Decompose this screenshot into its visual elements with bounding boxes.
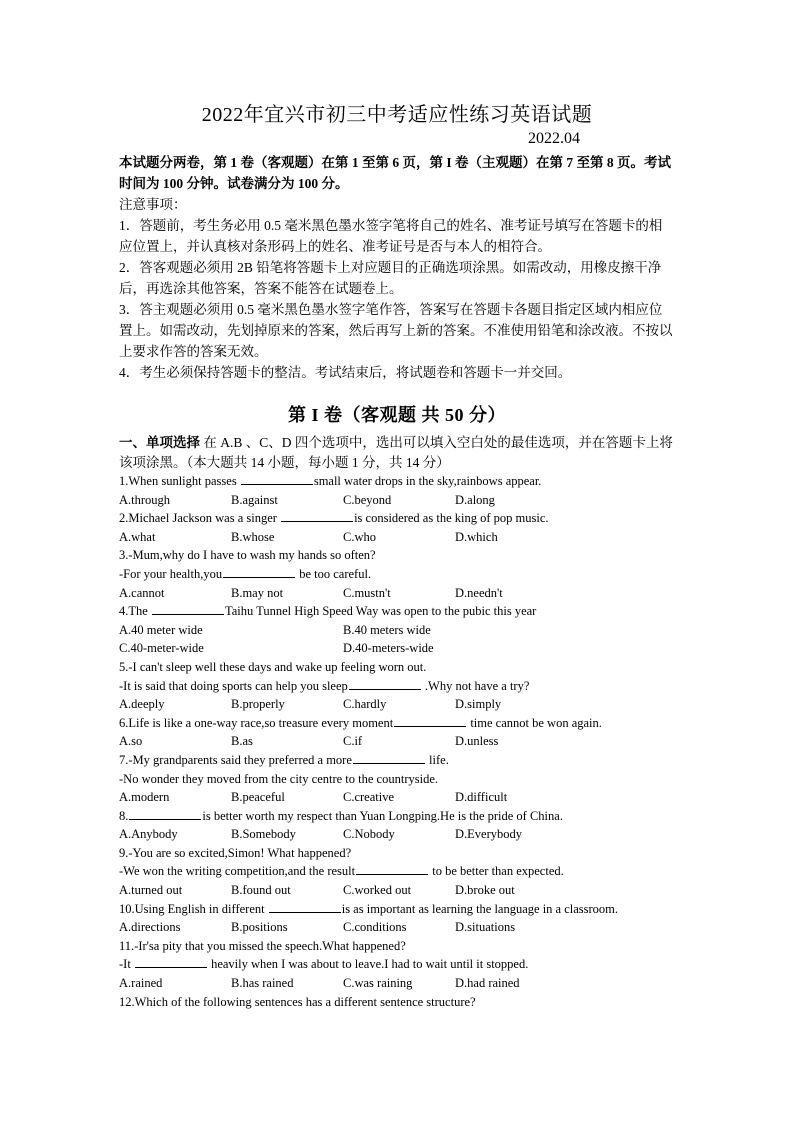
option-row bbox=[119, 881, 679, 900]
option-b[interactable]: B.found out bbox=[231, 883, 291, 898]
option-a[interactable]: A.rained bbox=[119, 976, 163, 991]
stem-text: -It bbox=[119, 957, 134, 972]
option-b[interactable]: B.as bbox=[231, 734, 253, 749]
stem-text: small water drops in the sky,rainbows appear. bbox=[313, 474, 542, 488]
question-stem bbox=[119, 565, 679, 584]
option-d[interactable]: D.which bbox=[455, 529, 498, 544]
option-b[interactable]: B.against bbox=[231, 492, 278, 507]
answer-blank[interactable] bbox=[353, 752, 425, 764]
option-row bbox=[119, 695, 679, 714]
question-line: 11.-Ir'sa pity that you missed the speech.What happened? bbox=[119, 938, 406, 953]
option-a[interactable]: A.deeply bbox=[119, 697, 165, 712]
stem-text: is considered as the king of pop music. bbox=[354, 511, 549, 526]
question-item bbox=[119, 602, 679, 658]
answer-blank[interactable] bbox=[241, 473, 313, 485]
option-a[interactable]: A.directions bbox=[119, 920, 181, 935]
notice-item: 3．答主观题必须用 0.5 毫米黑色墨水签字笔作答，答案写在答题卡各题目指定区域内相应位置上。如需改动，先划掉原来的答案，然后再写上新的答案。不准使用铅笔和涂改液。不按以上要求作答的答案无效。 bbox=[119, 302, 673, 359]
question-line: 9.-You are so excited,Simon! What happened? bbox=[119, 845, 352, 860]
question-stem bbox=[119, 714, 679, 733]
answer-blank[interactable] bbox=[152, 603, 224, 615]
question-item bbox=[119, 900, 679, 937]
question-item bbox=[119, 546, 679, 602]
answer-blank[interactable] bbox=[223, 566, 295, 578]
question-item bbox=[119, 714, 679, 751]
question-item bbox=[119, 844, 679, 900]
option-row bbox=[119, 639, 679, 658]
option-row bbox=[119, 825, 679, 844]
question-stem bbox=[119, 472, 679, 491]
exam-date: 2022.04 bbox=[528, 130, 580, 147]
stem-text: 2.Michael Jackson was a singer bbox=[119, 511, 281, 526]
section-title: 第 I 卷（客观题 共 50 分） bbox=[287, 405, 506, 425]
stem-text: -It is said that doing sports can help you sleep bbox=[119, 678, 348, 693]
option-d[interactable]: D.unless bbox=[455, 734, 499, 749]
exam-notice bbox=[119, 152, 675, 383]
option-b[interactable]: B.Somebody bbox=[231, 827, 296, 842]
question-item bbox=[119, 993, 679, 1012]
stem-text: to be better than expected. bbox=[429, 864, 564, 879]
option-row bbox=[119, 621, 679, 640]
stem-text: .Why not have a try? bbox=[421, 678, 530, 693]
option-c[interactable]: C.was raining bbox=[343, 976, 413, 991]
option-item[interactable]: C.40-meter-wide bbox=[119, 641, 204, 656]
answer-blank[interactable] bbox=[394, 715, 466, 727]
option-b[interactable]: B.positions bbox=[231, 920, 288, 935]
stem-text: 8. bbox=[119, 808, 129, 823]
notice-heading: 注意事项： bbox=[119, 197, 187, 212]
option-c[interactable]: C.Nobody bbox=[343, 827, 395, 842]
question-item bbox=[119, 509, 679, 546]
option-d[interactable]: D.situations bbox=[455, 920, 516, 935]
question-item bbox=[119, 937, 679, 993]
answer-blank[interactable] bbox=[349, 678, 421, 690]
notice-item: 4．考生必须保持答题卡的整洁。考试结束后，将试题卷和答题卡一并交回。 bbox=[119, 365, 572, 380]
option-d[interactable]: D.broke out bbox=[455, 883, 515, 898]
part-heading bbox=[119, 433, 679, 473]
notice-item: 1．答题前，考生务必用 0.5 毫米黑色墨水签字笔将自己的姓名、准考证号填写在答题卡的相应位置上，并认真核对条形码上的姓名、准考证号是否与本人的相符合。 bbox=[119, 218, 663, 254]
stem-text: is better worth my respect than Yuan Longping.He is the pride of China. bbox=[202, 808, 563, 823]
question-item bbox=[119, 751, 679, 807]
question-line: -No wonder they moved from the city centre to the countryside. bbox=[119, 771, 439, 786]
option-d[interactable]: D.Everybody bbox=[455, 827, 522, 842]
option-c[interactable]: C.beyond bbox=[343, 492, 392, 507]
notice-item: 2．答客观题必须用 2B 铅笔将答题卡上对应题目的正确选项涂黑。如需改动，用橡皮擦干净后，再选涂其他答案，答案不能答在试题卷上。 bbox=[119, 260, 662, 296]
question-list bbox=[119, 472, 679, 1011]
stem-text: -For your health,you bbox=[119, 566, 223, 581]
option-b[interactable]: B.has rained bbox=[231, 976, 294, 991]
option-d[interactable]: D.along bbox=[455, 492, 495, 507]
option-a[interactable]: A.what bbox=[119, 529, 156, 544]
option-b[interactable]: B.properly bbox=[231, 697, 285, 712]
option-c[interactable]: C.creative bbox=[343, 790, 395, 805]
question-stem bbox=[119, 677, 679, 696]
option-c[interactable]: C.conditions bbox=[343, 920, 407, 935]
question-stem bbox=[119, 751, 679, 770]
option-d[interactable]: D.difficult bbox=[455, 790, 508, 805]
answer-blank[interactable] bbox=[269, 901, 341, 913]
stem-text: Taihu Tunnel High Speed Way was open to the pubic this year bbox=[224, 604, 537, 619]
question-line: 3.-Mum,why do I have to wash my hands so often? bbox=[119, 548, 376, 563]
answer-blank[interactable] bbox=[129, 808, 201, 820]
option-row bbox=[119, 732, 679, 751]
option-d[interactable]: D.simply bbox=[455, 697, 502, 712]
option-item[interactable]: A.40 meter wide bbox=[119, 622, 203, 637]
answer-blank[interactable] bbox=[281, 510, 353, 522]
option-d[interactable]: D.needn't bbox=[455, 585, 503, 600]
stem-text: be too careful. bbox=[296, 566, 372, 581]
question-line: 12.Which of the following sentences has a different sentence structure? bbox=[119, 994, 476, 1009]
option-a[interactable]: A.modern bbox=[119, 790, 170, 805]
answer-blank[interactable] bbox=[356, 863, 428, 875]
exam-title: 2022年宜兴市初三中考适应性练习英语试题 bbox=[201, 104, 593, 126]
option-c[interactable]: C.mustn't bbox=[343, 585, 391, 600]
question-stem bbox=[119, 807, 679, 826]
question-stem bbox=[119, 509, 679, 528]
stem-text: heavily when I was about to leave.I had to wait until it stopped. bbox=[207, 957, 529, 972]
option-row bbox=[119, 918, 679, 937]
stem-text: -We won the writing competition,and the result bbox=[119, 864, 356, 879]
option-row bbox=[119, 974, 679, 993]
question-stem bbox=[119, 955, 679, 974]
stem-text: life. bbox=[425, 752, 449, 767]
question-item bbox=[119, 807, 679, 844]
stem-text: time cannot be won again. bbox=[467, 715, 602, 730]
option-d[interactable]: D.had rained bbox=[455, 976, 520, 991]
part-instructions: 在 A.B 、C、D 四个选项中，选出可以填入空白处的最佳选项，并在答题卡上将该项涂黑。（本大题共 14 小题，每小题 1 分，共 14 分） bbox=[119, 435, 673, 470]
option-b[interactable]: B.may not bbox=[231, 585, 284, 600]
question-item bbox=[119, 658, 679, 714]
stem-text: 1.When sunlight passes bbox=[119, 474, 240, 488]
option-row bbox=[119, 788, 679, 807]
stem-text: 6.Life is like a one-way race,so treasure every moment bbox=[119, 715, 394, 730]
stem-text: is as important as learning the language in a classroom. bbox=[341, 901, 619, 916]
part-label: 一、单项选择 bbox=[119, 435, 200, 450]
question-stem bbox=[119, 602, 679, 621]
option-c[interactable]: C.who bbox=[343, 529, 376, 544]
question-stem bbox=[119, 900, 679, 919]
stem-text: 10.Using English in different bbox=[119, 901, 268, 916]
question-item bbox=[119, 472, 679, 509]
option-a[interactable]: A.turned out bbox=[119, 883, 183, 898]
option-row bbox=[119, 584, 679, 603]
option-c[interactable]: C.if bbox=[343, 734, 363, 749]
question-line: 5.-I can't sleep well these days and wake up feeling worn out. bbox=[119, 659, 427, 674]
option-item[interactable]: B.40 meters wide bbox=[343, 622, 431, 637]
option-a[interactable]: A.through bbox=[119, 492, 171, 507]
option-a[interactable]: A.Anybody bbox=[119, 827, 178, 842]
option-row bbox=[119, 491, 679, 510]
option-c[interactable]: C.worked out bbox=[343, 883, 412, 898]
exam-intro: 本试题分两卷，第 1 卷（客观题）在第 1 至第 6 页，第 I 卷（主观题）在第 7 至第 8 页。考试时间为 100 分钟。试卷满分为 100 分。 bbox=[119, 155, 672, 191]
question-stem bbox=[119, 862, 679, 881]
option-b[interactable]: B.whose bbox=[231, 529, 275, 544]
option-b[interactable]: B.peaceful bbox=[231, 790, 285, 805]
option-c[interactable]: C.hardly bbox=[343, 697, 387, 712]
option-a[interactable]: A.cannot bbox=[119, 585, 165, 600]
stem-text: 4.The bbox=[119, 604, 151, 619]
answer-blank[interactable] bbox=[135, 956, 207, 968]
stem-text: 7.-My grandparents said they preferred a more bbox=[119, 752, 352, 767]
option-row bbox=[119, 528, 679, 547]
option-a[interactable]: A.so bbox=[119, 734, 143, 749]
option-item[interactable]: D.40-meters-wide bbox=[343, 641, 434, 656]
